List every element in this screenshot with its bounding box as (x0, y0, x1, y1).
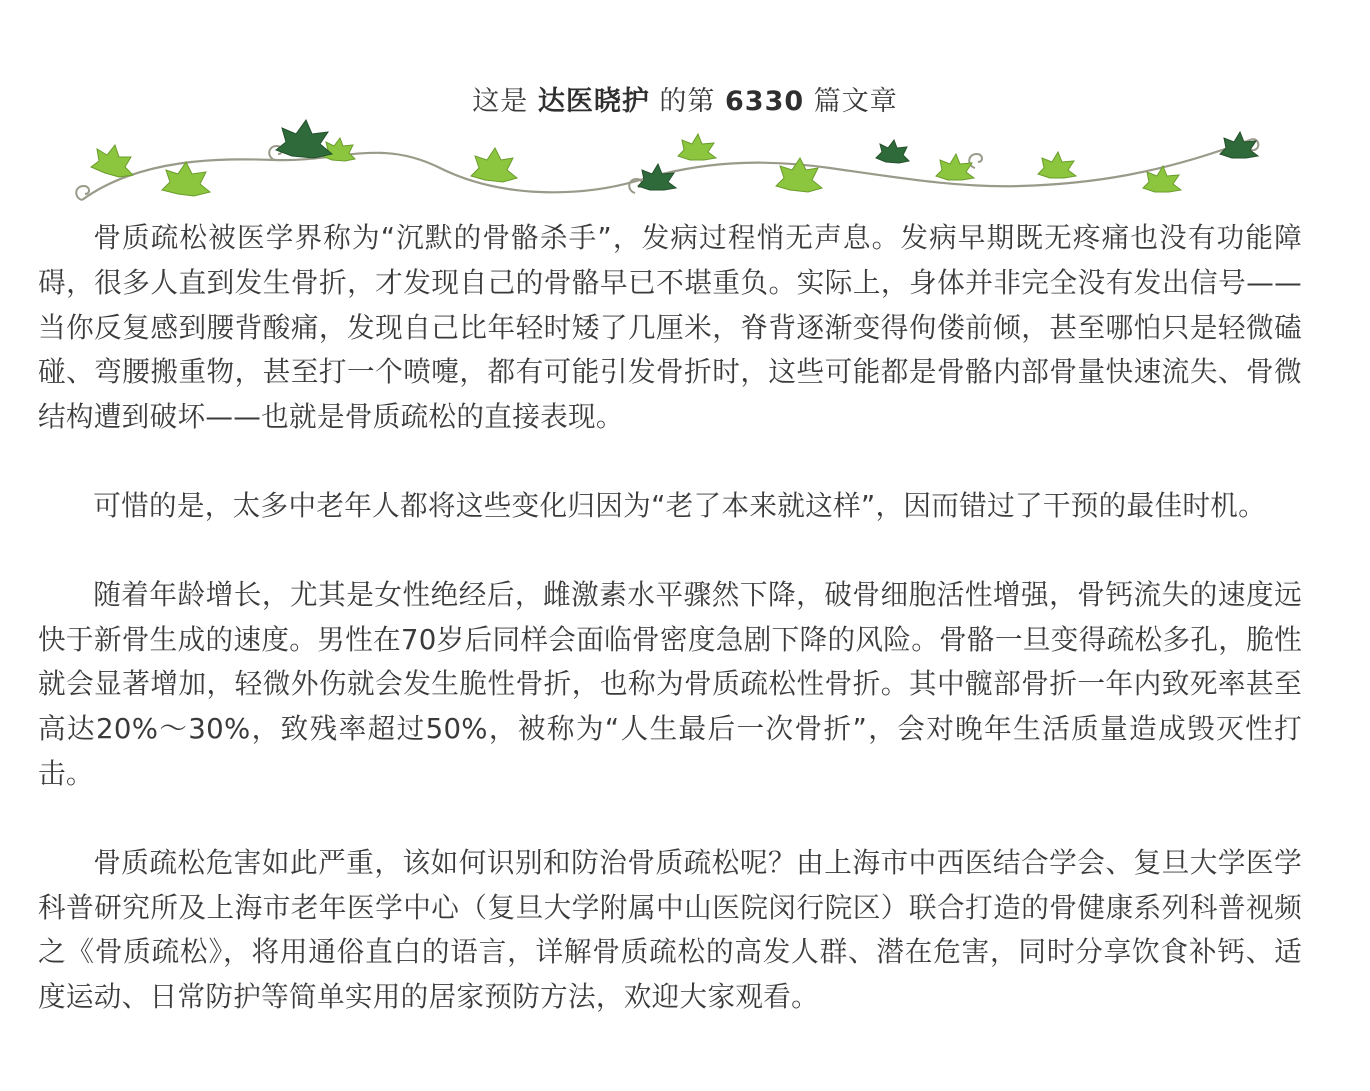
ivy-vine-divider-icon (60, 118, 1280, 218)
header-suffix: 篇文章 (813, 86, 898, 117)
header-prefix: 这是 (472, 86, 529, 117)
article-number: 6330 (725, 86, 805, 117)
paragraph: 骨质疏松被医学界称为“沉默的骨骼杀手”，发病过程悄无声息。发病早期既无疼痛也没有功能障碍，很多人直到发生骨折，才发现自己的骨骼早已不堪重负。实际上，身体并非完全没有发出信号——当你反复感到腰背酸痛，发现自己比年轻时矮了几厘米，脊背逐渐变得佝偻前倾，甚至哪怕只是轻微磕碰、弯腰搬重物，甚至打一个喷嚏，都有可能引发骨折时，这些可能都是骨骼内部骨量快速流失、骨微结构遭到破坏——也就是骨质疏松的直接表现。 (38, 221, 1302, 434)
account-name: 达医晓护 (537, 86, 650, 117)
paragraph: 骨质疏松危害如此严重，该如何识别和防治骨质疏松呢？由上海市中西医结合学会、复旦大学医学科普研究所及上海市老年医学中心（复旦大学附属中山医院闵行院区）联合打造的骨健康系列科普视频之《骨质疏松》，将用通俗直白的语言，详解骨质疏松的高发人群、潜在危害，同时分享饮食补钙、适度运动、日常防护等简单实用的居家预防方法，欢迎大家观看。 (38, 845, 1302, 1014)
header-middle: 的第 (659, 86, 716, 117)
paragraph: 可惜的是，太多中老年人都将这些变化归因为“老了本来就这样”，因而错过了干预的最佳时机。 (93, 488, 1267, 522)
paragraph: 随着年龄增长，尤其是女性绝经后，雌激素水平骤然下降，破骨细胞活性增强，骨钙流失的速度远快于新骨生成的速度。男性在70岁后同样会面临骨密度急剧下降的风险。骨骼一旦变得疏松多孔，脆性就会显著增加，轻微外伤就会发生脆性骨折，也称为骨质疏松性骨折。其中髋部骨折一年内致死率甚至高达20%～30%，致残率超过50%，被称为“人生最后一次骨折”，会对晚年生活质量造成毁灭性打击。 (38, 577, 1302, 790)
article-body (38, 216, 1302, 1064)
